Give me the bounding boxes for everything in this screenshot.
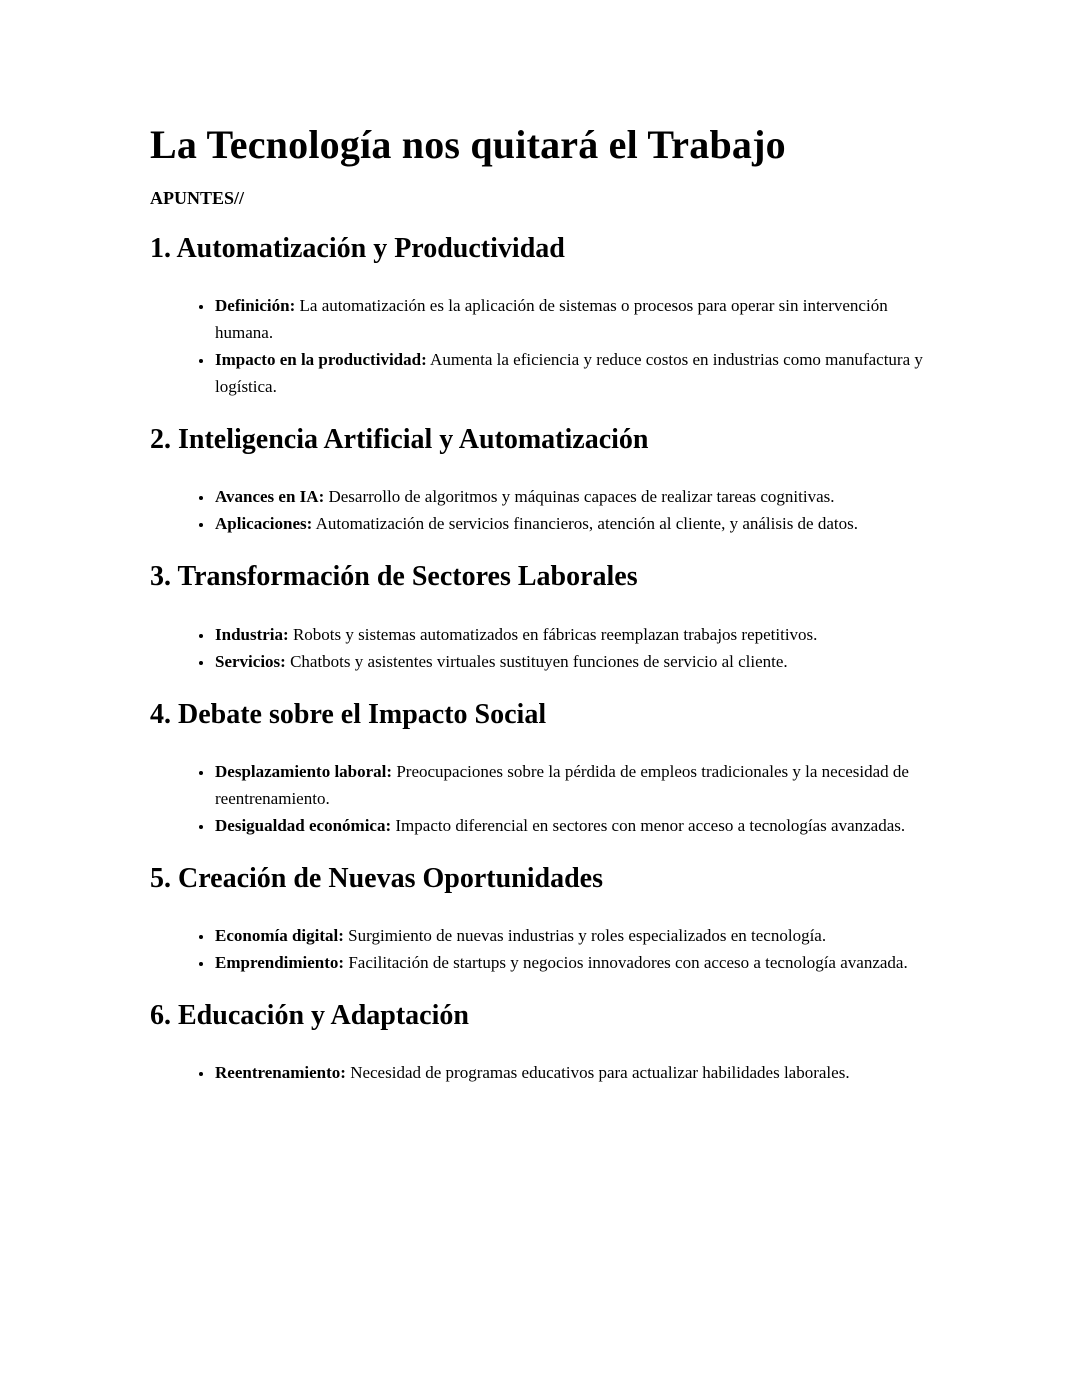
- bullet-item: [214, 510, 932, 537]
- bullet-text: Aumenta la eficiencia y reduce costos en industrias como manufactura y logística.: [215, 350, 923, 397]
- bullet-list: [150, 1059, 932, 1086]
- bullet-text: Facilitación de startups y negocios innovadores con acceso a tecnología avanzada.: [344, 952, 908, 972]
- bullet-label: Desplazamiento laboral:: [215, 761, 393, 781]
- section-heading: 6. Educación y Adaptación: [150, 999, 469, 1031]
- section-heading: 1. Automatización y Productividad: [150, 233, 565, 264]
- bullet-label: Economía digital:: [215, 925, 344, 945]
- section-heading: 5. Creación de Nuevas Oportunidades: [150, 862, 603, 894]
- bullet-list: [150, 758, 932, 839]
- bullet-text: Automatización de servicios financieros, atención al cliente, y análisis de datos.: [312, 514, 858, 534]
- bullet-item: [214, 346, 932, 400]
- bullet-list: [150, 922, 932, 976]
- bullet-text: Impacto diferencial en sectores con menor acceso a tecnologías avanzadas.: [391, 815, 906, 835]
- bullet-label: Impacto en la productividad:: [215, 350, 427, 370]
- document-subtitle: APUNTES//: [150, 188, 245, 208]
- bullet-item: [214, 758, 932, 812]
- bullet-label: Aplicaciones:: [215, 514, 313, 534]
- bullet-text: La automatización es la aplicación de sistemas o procesos para operar sin intervención humana.: [215, 296, 888, 343]
- bullet-item: [214, 292, 932, 346]
- bullet-label: Industria:: [215, 624, 289, 644]
- bullet-text: Robots y sistemas automatizados en fábricas reemplazan trabajos repetitivos.: [288, 624, 818, 644]
- bullet-label: Emprendimiento:: [215, 952, 345, 972]
- bullet-text: Necesidad de programas educativos para actualizar habilidades laborales.: [345, 1063, 850, 1083]
- sections: [150, 233, 932, 1086]
- bullet-text: Desarrollo de algoritmos y máquinas capaces de realizar tareas cognitivas.: [324, 487, 835, 507]
- bullet-item: [214, 648, 932, 675]
- section-heading: 3. Transformación de Sectores Laborales: [150, 561, 638, 593]
- bullet-label: Definición:: [215, 296, 296, 316]
- section-heading: 2. Inteligencia Artificial y Automatización: [150, 424, 649, 456]
- bullet-item: [214, 812, 932, 839]
- document-title: La Tecnología nos quitará el Trabajo: [150, 122, 786, 167]
- bullet-item: [214, 949, 932, 976]
- section-heading: 4. Debate sobre el Impacto Social: [150, 698, 547, 730]
- bullet-label: Servicios:: [215, 651, 286, 671]
- bullet-label: Avances en IA:: [215, 487, 325, 507]
- bullet-label: Desigualdad económica:: [215, 815, 392, 835]
- bullet-label: Reentrenamiento:: [215, 1063, 346, 1083]
- bullet-item: [214, 483, 932, 510]
- bullet-text: Chatbots y asistentes virtuales sustituyen funciones de servicio al cliente.: [285, 651, 788, 671]
- bullet-item: [214, 621, 932, 648]
- bullet-text: Preocupaciones sobre la pérdida de empleos tradicionales y la necesidad de reentrenamiento.: [215, 761, 909, 808]
- bullet-text: Surgimiento de nuevas industrias y roles especializados en tecnología.: [343, 925, 827, 945]
- bullet-list: [150, 621, 932, 675]
- bullet-item: [214, 1059, 932, 1086]
- bullet-list: [150, 292, 932, 400]
- bullet-list: [150, 483, 932, 537]
- bullet-item: [214, 922, 932, 949]
